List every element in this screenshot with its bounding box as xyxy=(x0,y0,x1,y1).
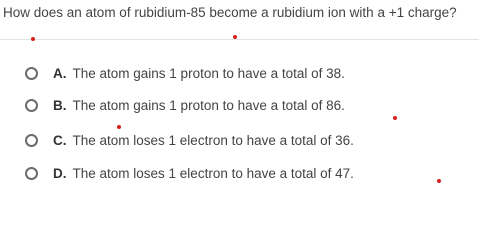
radio-button-a[interactable] xyxy=(25,67,38,80)
option-d[interactable] xyxy=(25,162,354,184)
marker-dot xyxy=(393,116,397,120)
marker-dot xyxy=(117,125,121,129)
radio-button-c[interactable] xyxy=(25,134,38,147)
option-b-text: The atom gains 1 proton to have a total of 86. xyxy=(72,97,345,113)
question-text: How does an atom of rubidium-85 become a rubidium ion with a +1 charge? xyxy=(3,5,457,20)
option-c-letter: C. xyxy=(53,132,67,148)
option-d-letter: D. xyxy=(53,165,67,181)
option-b-letter: B. xyxy=(53,97,67,113)
option-c[interactable] xyxy=(25,129,354,151)
option-d-text: The atom loses 1 electron to have a total of 47. xyxy=(72,165,354,181)
option-a[interactable] xyxy=(25,62,345,84)
marker-dot xyxy=(31,37,35,41)
radio-button-b[interactable] xyxy=(25,99,38,112)
radio-button-d[interactable] xyxy=(25,167,38,180)
marker-dot xyxy=(233,35,237,39)
option-c-text: The atom loses 1 electron to have a total of 36. xyxy=(72,132,354,148)
option-a-text: The atom gains 1 proton to have a total of 38. xyxy=(72,65,345,81)
option-a-letter: A. xyxy=(53,65,67,81)
option-b[interactable] xyxy=(25,94,345,116)
marker-dot xyxy=(437,179,441,183)
